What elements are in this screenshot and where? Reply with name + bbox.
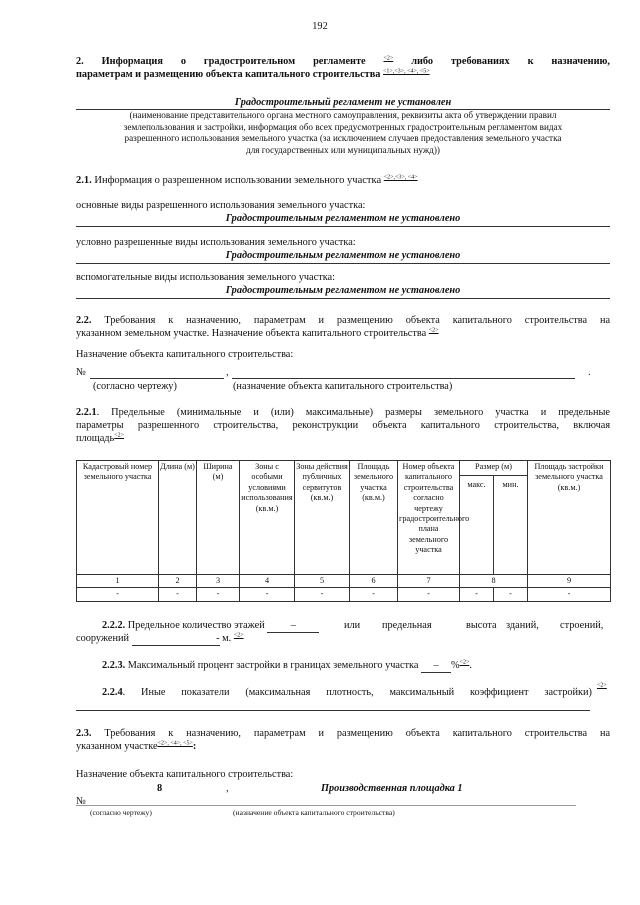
caption-line: для государственных или муниципальных нужд)) — [246, 144, 440, 155]
number-cell: 3 — [197, 575, 240, 588]
number-sign: № — [76, 796, 86, 807]
section-2-2-3 — [102, 659, 472, 673]
section-title: Информация о разрешенном использовании земельного участка — [94, 175, 382, 186]
footnote-ref[interactable]: <2> — [233, 632, 244, 639]
footnote-ref[interactable]: <2> — [597, 682, 607, 689]
text-word: размещению — [336, 728, 393, 739]
footnote-ref[interactable]: <2> — [459, 659, 470, 666]
number-blank-line — [90, 378, 224, 379]
footnote-refs[interactable]: <2>, <4>, <5> — [157, 740, 193, 747]
caption-line: разрешенного использования земельного участка (за исключением случаев предоставления земельного участка — [124, 133, 562, 143]
header-built-area: Площадь застройки земельного участка (кв.м.) — [528, 461, 611, 575]
header-length: Длина (м) — [159, 461, 197, 575]
text-word: строительства, — [494, 420, 560, 431]
text-word: (максимальная — [245, 687, 311, 698]
text-word: параметрам — [253, 728, 306, 739]
section-number: 2.2.2. — [102, 620, 126, 631]
title-word: о — [180, 56, 187, 67]
text-line: указанном земельном участке. Назначение объекта капитального строительства — [76, 328, 427, 339]
parameters-table — [76, 460, 611, 602]
text-line: Максимальный процент застройки в границах земельного участка — [127, 660, 419, 671]
section-2-2-2-line2 — [76, 632, 244, 646]
underline — [76, 226, 610, 227]
text-word: . Иные — [122, 687, 166, 698]
underline — [76, 263, 610, 264]
text-word: реконструкции — [292, 420, 359, 431]
text-word: назначению, — [186, 728, 242, 739]
floors-value: – — [267, 619, 319, 633]
caption-drawing: (согласно чертежу) — [93, 381, 177, 392]
footnote-refs[interactable]: <2>,<3>, <4> — [383, 174, 418, 181]
page-number: 192 — [312, 21, 328, 32]
value-cell: - — [240, 588, 295, 601]
header-public-servitude-zones: Зоны действия публичных сервитутов (кв.м.) — [295, 461, 350, 575]
section-2-title-line1 — [76, 55, 610, 68]
text-word: размещению — [336, 315, 393, 326]
caption-drawing-2: (согласно чертежу) — [90, 808, 152, 817]
section-2-2-2-line1 — [102, 619, 610, 633]
title-text: параметрам и размещению объекта капитального строительства — [76, 69, 381, 80]
title-word: градостроительном — [203, 56, 296, 67]
number-cell: 2 — [159, 575, 197, 588]
value-cell: - — [398, 588, 460, 601]
object-number-value: 8 — [157, 783, 163, 794]
text-word: параметры — [76, 420, 124, 431]
regulation-value: Градостроительный регламент не установлен — [234, 97, 452, 108]
text-word: назначению, — [186, 315, 242, 326]
text-word: включая — [573, 420, 611, 431]
unit: % — [451, 660, 460, 671]
section-2-2-1-line1 — [76, 406, 610, 419]
value-cell: - — [159, 588, 197, 601]
section-2-1-title — [76, 174, 418, 187]
header-object-number: Номер объекта капитального строительства согласно чертежу градостроительного плана земельного участка — [398, 461, 460, 575]
number-cell: 1 — [77, 575, 159, 588]
number-cell: 7 — [398, 575, 460, 588]
header-size: Размер (м) — [460, 461, 528, 476]
text-word: и — [318, 315, 325, 326]
title-word: требованиях — [450, 56, 510, 67]
text-word: строительства — [524, 315, 588, 326]
text-word: предельная — [382, 620, 432, 631]
conditional-uses-label: условно разрешенные виды использования земельного участка: — [76, 237, 356, 248]
unit: м. — [222, 633, 232, 644]
section-2-2-line1 — [76, 314, 610, 327]
footnote-ref[interactable]: <2> — [114, 432, 125, 439]
text-word: к — [168, 315, 174, 326]
footnote-ref[interactable]: <2> — [428, 327, 439, 334]
text-word: земельного — [433, 407, 484, 418]
text-line: указанном участке — [76, 741, 158, 752]
number-cell: 5 — [295, 575, 350, 588]
conditional-uses-value: Градостроительным регламентом не установлено — [225, 250, 461, 261]
title-word: регламенте $^{<2>}$ — [313, 55, 394, 67]
title-word: либо — [411, 56, 434, 67]
text-word: сооружений — [76, 633, 129, 644]
value-cell: - — [295, 588, 350, 601]
section-number: 2.1. — [76, 175, 92, 186]
text-word: участка — [495, 407, 529, 418]
text-word: предельные — [558, 407, 610, 418]
section-number: 2.2.1 — [76, 407, 97, 418]
build-percent-value: – — [421, 659, 451, 673]
dot: . — [469, 660, 472, 671]
auxiliary-uses-label: вспомогательные виды использования земельного участка: — [76, 272, 335, 283]
value-cell: - — [197, 588, 240, 601]
comma: , — [226, 367, 229, 378]
text-word: коэффициент — [470, 687, 529, 698]
text-word: или — [344, 620, 361, 631]
text-word: размеры — [385, 407, 422, 418]
text-word: максимальный — [389, 687, 455, 698]
comma: , — [226, 783, 229, 794]
text-word: и — [540, 407, 547, 418]
header-special-zones: Зоны с особыми условиями использования (кв.м.) — [240, 461, 295, 575]
name-blank-line — [232, 378, 575, 379]
object-underline — [76, 805, 576, 806]
caption-line: (наименование представительного органа местного самоуправления, реквизиты акта об утверждении правил — [129, 110, 557, 120]
underline — [76, 298, 610, 299]
text-word: на — [599, 728, 611, 739]
caption-name: (назначение объекта капитального строительства) — [233, 381, 453, 392]
section-2-2-1-line2 — [76, 419, 610, 432]
value-cell: - — [528, 588, 611, 601]
text-word: плотность, — [326, 687, 374, 698]
section-2-2-line2 — [76, 327, 439, 340]
number-sign: № — [76, 367, 86, 378]
footnote-ref[interactable]: <2> — [383, 55, 394, 62]
regulation-caption — [76, 110, 610, 156]
text-word: высота — [466, 620, 497, 631]
header-size-min: мин. — [494, 476, 528, 575]
text-word: капитального — [420, 420, 480, 431]
header-size-max: макс. — [460, 476, 494, 575]
text-word: Требования — [104, 315, 156, 326]
text-word: . Предельные — [96, 407, 165, 418]
section-2-title-line2 — [76, 68, 430, 81]
text-word: объекта — [372, 420, 407, 431]
height-value: - — [132, 632, 220, 646]
main-uses-label: основные виды разрешенного использования земельного участка: — [76, 200, 366, 211]
text-word: показатели — [181, 687, 230, 698]
object-name-value: Производственная площадка 1 — [321, 783, 463, 794]
header-land-area: Площадь земельного участка (кв.м.) — [350, 461, 398, 575]
section-2-2-1-line3 — [76, 432, 124, 445]
text-word: на — [599, 315, 611, 326]
other-indicators-line — [76, 710, 590, 711]
text-word: (минимальные — [176, 407, 242, 418]
value-cell: - — [460, 588, 494, 601]
text-word: капитального — [452, 315, 512, 326]
title-word: 2. Информация — [76, 56, 163, 67]
text-word: разрешенного — [137, 420, 200, 431]
number-cell: 4 — [240, 575, 295, 588]
footnote-refs[interactable]: <1>,<3>, <4>, <5> — [383, 68, 430, 75]
section-number: 2.2.3. — [102, 660, 126, 671]
caption-line: землепользования и застройки, информация обо всех предусмотренных градостроительным регламентом видах — [123, 121, 563, 132]
text-word: и — [253, 407, 259, 418]
text-word: (или) — [270, 407, 294, 418]
text-word: параметрам — [253, 315, 306, 326]
text-word: строений, — [560, 620, 604, 631]
text-word: Предельное количество этажей — [127, 620, 265, 631]
title-word: назначению, — [551, 56, 610, 67]
title-word: к — [527, 56, 534, 67]
text-word: застройки) — [544, 687, 592, 698]
section-number: 2.2.4 — [102, 687, 123, 698]
section-2-2-4-line — [102, 686, 592, 699]
text-word: объекта — [405, 728, 440, 739]
text-word: строительства, — [213, 420, 279, 431]
value-cell: - — [350, 588, 398, 601]
auxiliary-uses-value: Градостроительным регламентом не установлено — [225, 285, 461, 296]
value-cell: - — [494, 588, 528, 601]
section-number: 2.3. — [76, 728, 92, 739]
text-word: и — [318, 728, 325, 739]
text-word: капитального — [452, 728, 512, 739]
number-cell: 8 — [460, 575, 528, 588]
header-cadastral-number: Кадастровый номер земельного участка — [77, 461, 159, 575]
colon: : — [192, 741, 197, 752]
purpose-label: Назначение объекта капитального строительства: — [76, 349, 294, 360]
text-word: объекта — [405, 315, 440, 326]
text-word: максимальные) — [305, 407, 374, 418]
purpose-label-2: Назначение объекта капитального строительства: — [76, 769, 294, 780]
main-uses-value: Градостроительным регламентом не установлено — [225, 213, 461, 224]
text-word: к — [168, 728, 174, 739]
value-cell: - — [77, 588, 159, 601]
header-width: Ширина (м) — [197, 461, 240, 575]
number-cell: 6 — [350, 575, 398, 588]
text-word: площадь — [76, 433, 115, 444]
text-word: Требования — [104, 728, 156, 739]
number-cell: 9 — [528, 575, 611, 588]
text-word: строительства — [524, 728, 588, 739]
dot: . — [588, 367, 591, 378]
caption-name-2: (назначение объекта капитального строительства) — [233, 808, 395, 817]
section-number: 2.2. — [76, 315, 92, 326]
section-2-3-line2 — [76, 740, 196, 753]
section-2-3-line1 — [76, 727, 610, 740]
text-word: зданий, — [506, 620, 539, 631]
